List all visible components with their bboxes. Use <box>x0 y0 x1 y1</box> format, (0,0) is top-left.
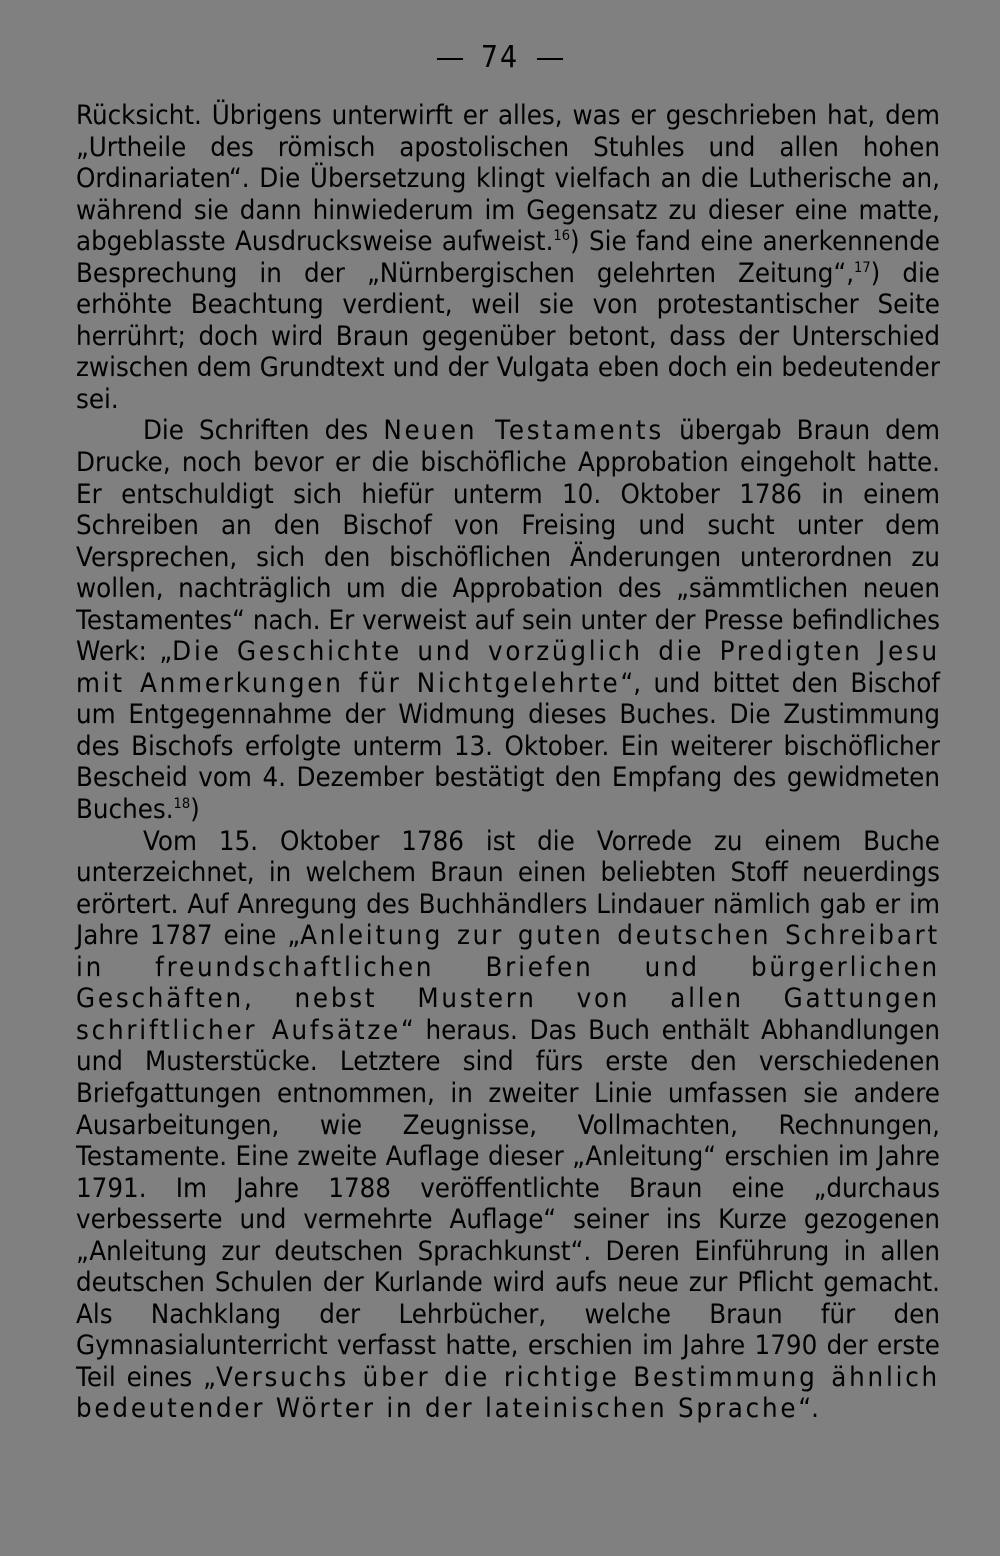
footnote-ref: 16 <box>553 228 570 245</box>
text-run: ) die erhöhte Beachtung verdient, weil sie von protestantischer Seite herrührt; doch wird Braun gegenüber betont, dass der Unterschied zwischen dem Grundtext und der Vulgata eben doch ein bedeutender sei. <box>76 257 940 415</box>
footnote-ref: 18 <box>173 796 191 813</box>
paragraph <box>76 100 940 415</box>
text-run: Die Schriften des <box>142 415 384 447</box>
left-dash <box>437 58 463 60</box>
spaced-title: Die Geschichte und vorzüglich die Predigten Jesu mit Anmerkungen für Nichtgelehrte <box>76 636 940 699</box>
text-run: Vom 15. Oktober 1786 ist die Vorrede zu einem Buche unterzeichnet, in welchem Braun einen beliebten Stoff neuerdings erörtert. Auf Anregung des Buchhändlers Lindauer nämlich gab er im Jahre 1787 eine „ <box>76 825 940 952</box>
paragraph <box>76 415 940 825</box>
text-run: “ heraus. Das Buch enthält Abhandlungen und Musterstücke. Letztere sind fürs erste den verschiedenen Briefgattungen entnommen, in zweiter Linie umfassen sie andere Ausarbeitungen, wie Zeugnisse, Vollmachten, Rechnungen, Testamente. Eine zweite Auflage dieser „Anleitung“ erschien im Jahre 1791. Im Jahre 1788 veröffentlichte Braun eine „durchaus verbesserte und vermehrte Auflage“ seiner ins Kurze gezogenen „Anleitung zur deutschen Sprachkunst“. Deren Einführung in allen deutschen Schulen der Kurlande wird aufs neue zur Pflicht gemacht. Als Nachklang der Lehrbücher, welche Braun für den Gymnasialunterricht verfasst hatte, erschien im Jahre 1790 der erste Teil eines „ <box>76 1014 940 1393</box>
body-text <box>76 100 940 1425</box>
text-run: ) Sie fand eine anerkennende Besprechung in der „Nürnbergischen gelehrten Zeitung“, <box>76 226 940 289</box>
footnote-ref: 17 <box>854 259 871 276</box>
text-run: Rücksicht. Übrigens unterwirft er alles, was er geschrieben hat, dem „Urtheile des römisch apostolischen Stuhles und allen hohen Ordinariaten“. Die Übersetzung klingt vielfach an die Lutherische an, während sie dann hinwiederum im Gegensatz zu dieser eine matte, abgeblasste Ausdrucksweise aufweist. <box>76 100 940 258</box>
spaced-title: Versuchs über die richtige Bestimmung ähnlich bedeutender Wörter in der lateinischen Sprache <box>76 1361 940 1425</box>
right-dash <box>537 58 563 60</box>
text-run: “. <box>798 1393 819 1425</box>
paragraph <box>76 826 940 1425</box>
text-run: übergab Braun dem Drucke, noch bevor er die bischöfliche Approbation eingeholt hatte. Er entschuldigt sich hiefür unterm 10. Oktober 1786 in einem Schreiben an den Bischof von Freising und sucht unter dem Versprechen, sich den bischöflichen Änderungen unterordnen zu wollen, nachträglich um die Approbation des „sämmtlichen neuen Testamentes“ nach. Er verweist auf sein unter der Presse befindliches Werk: „ <box>76 415 940 668</box>
spaced-title: Anleitung zur guten deutschen Schreibart in freundschaftlichen Briefen und bürgerlichen Geschäften, nebst Mustern von allen Gattungen schriftlicher Aufsätze <box>76 920 940 1046</box>
text-run: “, und bittet den Bischof um Entgegennahme der Widmung dieses Buches. Die Zustimmung des Bischofs erfolgte unterm 13. Oktober. Ein weiterer bischöflicher Bescheid vom 4. Dezember bestätigt den Empfang des gewidmeten Buches. <box>76 667 940 826</box>
page-number-header <box>0 40 1000 75</box>
page-number: 74 <box>480 40 520 75</box>
text-run: ) <box>190 794 200 826</box>
spaced-title: Neuen Testaments <box>383 415 664 447</box>
